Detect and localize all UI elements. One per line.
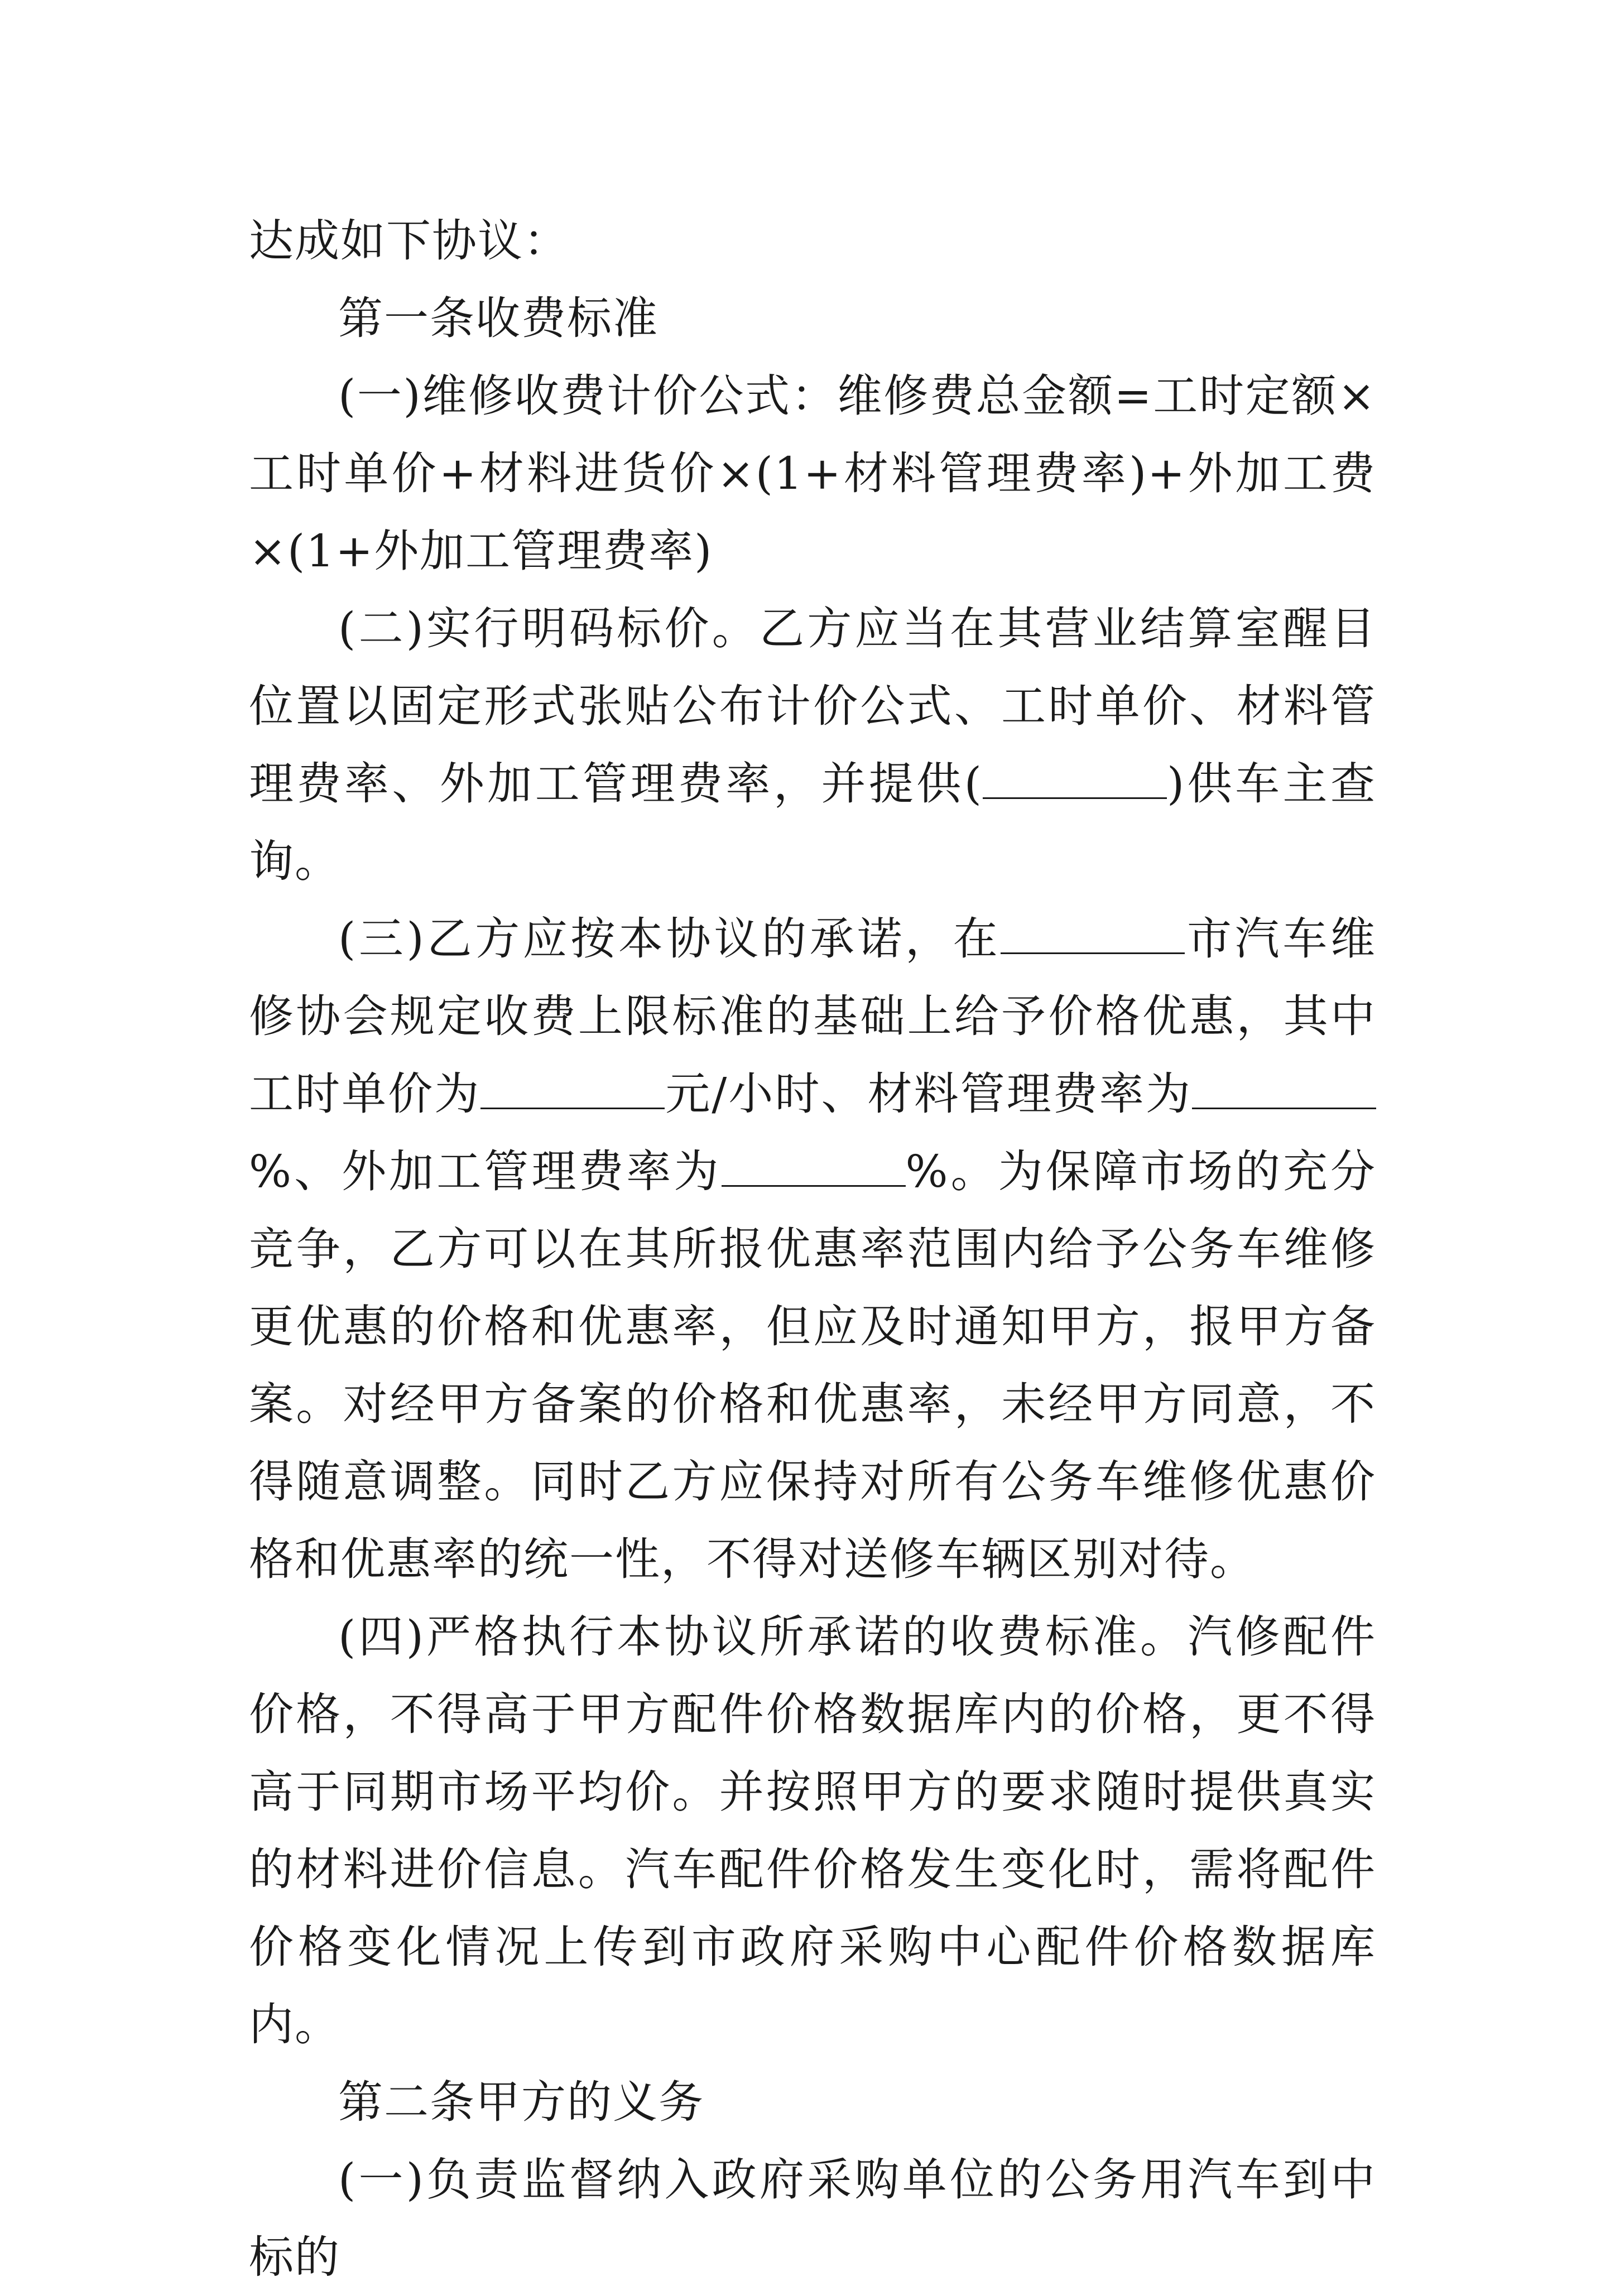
fill-in-blank	[983, 758, 1167, 799]
clause-2-1	[249, 2141, 1376, 2296]
clause-1-3-text-d: %、外加工管理费率为	[249, 1145, 722, 1197]
clause-1-1-text: (一)维修收费计价公式：维修费总金额=工时定额×工时单价+材料进货价×(1+材料管理费率)+外加工费×(1+外加工管理费率)	[249, 370, 1376, 577]
clause-1-2-text-b: )供车主查询。	[249, 758, 1376, 887]
article-1-heading	[249, 280, 1376, 357]
clause-1-4	[249, 1598, 1376, 2063]
article-2-heading	[249, 2063, 1376, 2141]
clause-1-3-text-b: 市汽车维修协会规定收费上限标准的基础上给予价格优惠，其中工时单价为	[249, 913, 1377, 1120]
document-body	[249, 202, 1376, 2296]
fill-in-blank	[722, 1146, 906, 1187]
article-1-heading-text: 第一条收费标准	[338, 292, 659, 344]
intro-line	[249, 202, 1376, 280]
clause-1-2	[249, 590, 1376, 900]
clause-1-2-text-a: (二)实行明码标价。乙方应当在其营业结算室醒目位置以固定形式张贴公布计价公式、工时单价、材料管理费率、外加工管理费率，并提供(	[249, 603, 1376, 810]
clause-1-3-text-c: 元/小时、材料管理费率为	[665, 1068, 1193, 1120]
article-2-heading-text: 第二条甲方的义务	[338, 2076, 704, 2128]
clause-1-1	[249, 357, 1376, 590]
fill-in-blank	[1192, 1068, 1376, 1109]
clause-1-4-text: (四)严格执行本协议所承诺的收费标准。汽修配件价格，不得高于甲方配件价格数据库内的价格，更不得高于同期市场平均价。并按照甲方的要求随时提供真实的材料进价信息。汽车配件价格发生变化时，需将配件价格变化情况上传到市政府采购中心配件价格数据库内。	[249, 1611, 1376, 2050]
clause-1-3-text-e: %。为保障市场的充分竞争，乙方可以在其所报优惠率范围内给予公务车维修更优惠的价格和优惠率，但应及时通知甲方，报甲方备案。对经甲方备案的价格和优惠率，未经甲方同意，不得随意调整。同时乙方应保持对所有公务车维修优惠价格和优惠率的统一性，不得对送修车辆区别对待。	[249, 1145, 1377, 1585]
clause-2-1-text: (一)负责监督纳入政府采购单位的公务用汽车到中标的	[249, 2154, 1376, 2283]
fill-in-blank	[480, 1068, 665, 1109]
intro-text: 达成如下协议：	[249, 215, 569, 267]
clause-1-3-text-a: (三)乙方应按本协议的承诺，在	[338, 913, 1001, 965]
clause-1-3	[249, 900, 1376, 1598]
fill-in-blank	[1001, 913, 1185, 954]
